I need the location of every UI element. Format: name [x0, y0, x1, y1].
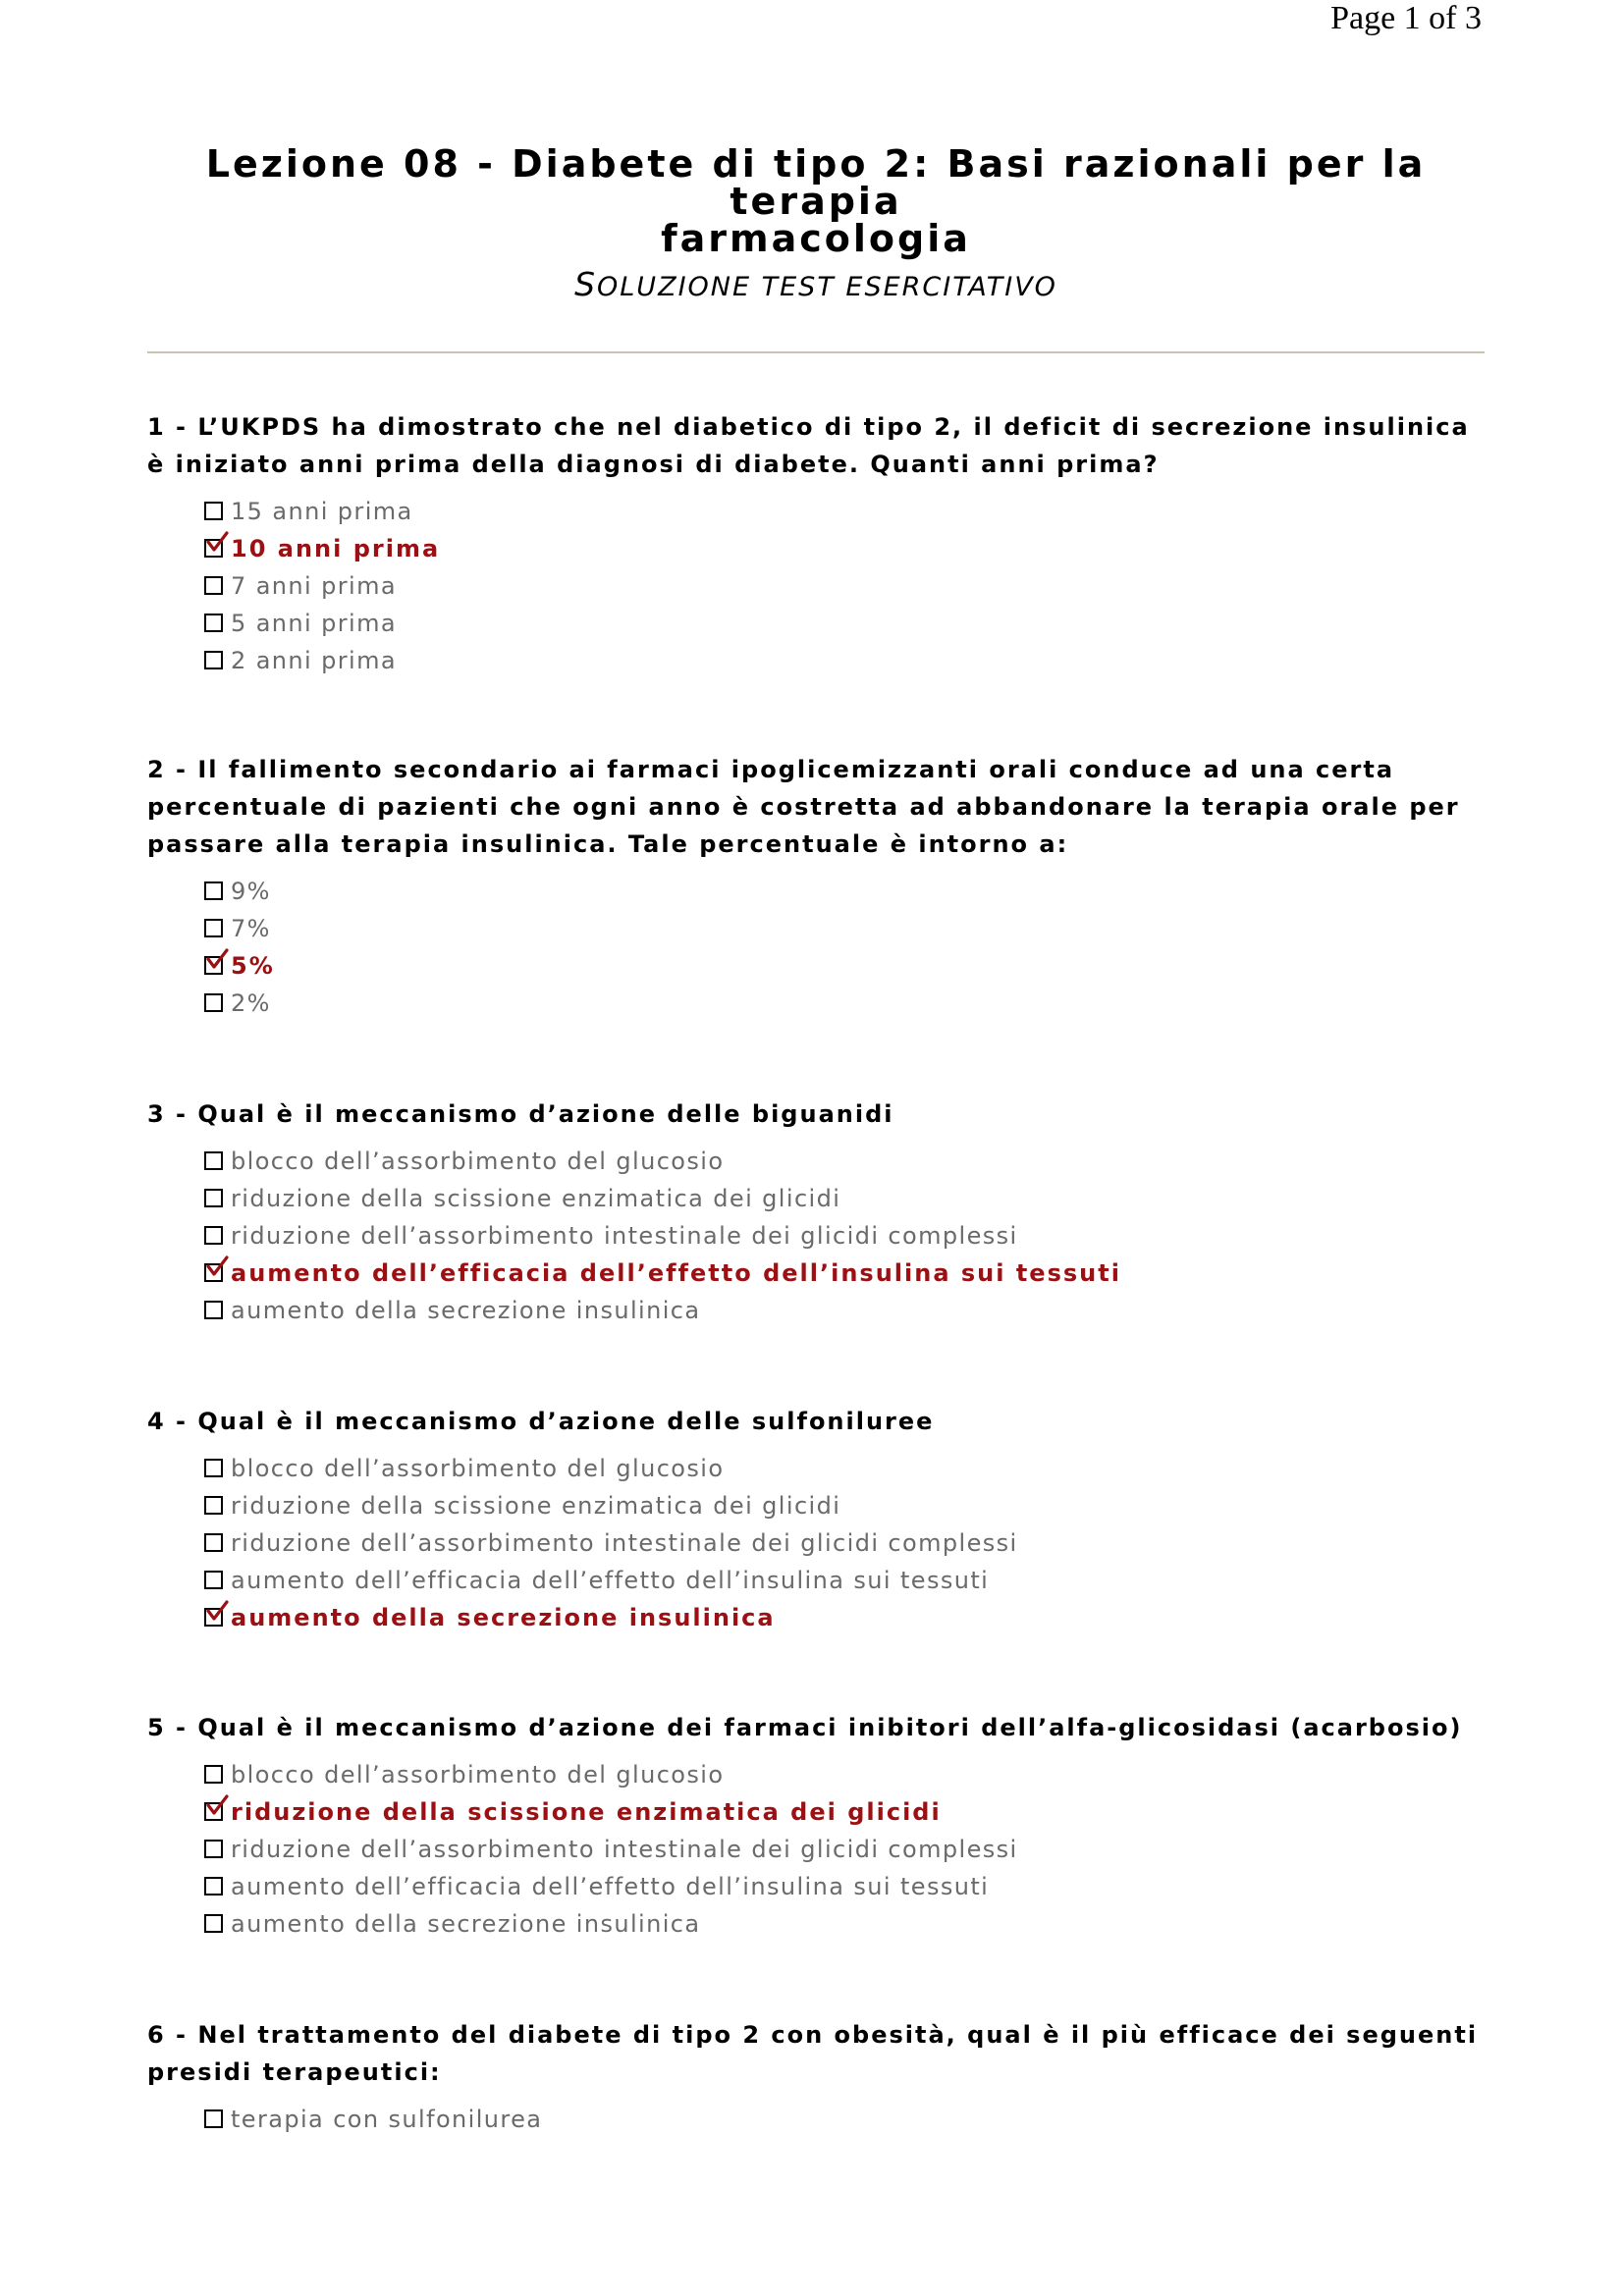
question-text: 1 - L’UKPDS ha dimostrato che nel diabetico di tipo 2, il deficit di secrezione insulinica è iniziato anni prima della diagnosi di diabete. Quanti anni prima?	[147, 413, 1470, 478]
answer-option-correct[interactable]	[204, 530, 1485, 567]
option-label: aumento della secrezione insulinica	[231, 1604, 776, 1631]
answer-option[interactable]	[204, 2101, 1485, 2138]
checkbox[interactable]	[204, 651, 223, 669]
answer-option-correct[interactable]	[204, 947, 1485, 985]
answer-option[interactable]	[204, 1143, 1485, 1180]
answer-option[interactable]	[204, 1180, 1485, 1217]
question-text: 6 - Nel trattamento del diabete di tipo 2 con obesità, qual è il più efficace dei seguenti presidi terapeutici:	[147, 2021, 1479, 2086]
subtitle-rest: OLUZIONE TEST ESERCITATIVO	[597, 272, 1057, 302]
option-label: 5 anni prima	[231, 610, 397, 637]
question-3	[147, 1095, 1485, 1329]
question-4	[147, 1403, 1485, 1636]
answer-option[interactable]	[204, 642, 1485, 679]
checkmark-icon	[205, 949, 229, 971]
page-number: Page 1 of 3	[1330, 0, 1482, 36]
option-label: 7 anni prima	[231, 572, 397, 600]
options-list	[147, 1756, 1485, 1943]
checked-checkbox[interactable]	[204, 1608, 223, 1627]
checkbox[interactable]	[204, 1301, 223, 1319]
checkbox[interactable]	[204, 1533, 223, 1552]
answer-option[interactable]	[204, 1562, 1485, 1599]
option-label: blocco dell’assorbimento del glucosio	[231, 1761, 725, 1789]
option-label: riduzione dell’assorbimento intestinale dei glicidi complessi	[231, 1836, 1018, 1863]
question-5	[147, 1709, 1485, 1943]
question-text: 5 - Qual è il meccanismo d’azione dei farmaci inibitori dell’alfa-glicosidasi (acarbosio)	[147, 1714, 1463, 1741]
option-label: blocco dell’assorbimento del glucosio	[231, 1455, 725, 1482]
checkbox[interactable]	[204, 1151, 223, 1170]
answer-option[interactable]	[204, 1292, 1485, 1329]
checkbox[interactable]	[204, 1840, 223, 1858]
option-label: riduzione dell’assorbimento intestinale dei glicidi complessi	[231, 1222, 1018, 1250]
question-text: 4 - Qual è il meccanismo d’azione delle sulfoniluree	[147, 1408, 935, 1435]
options-list	[147, 1143, 1485, 1329]
answer-option[interactable]	[204, 1868, 1485, 1905]
question-text: 2 - Il fallimento secondario ai farmaci ipoglicemizzanti orali conduce ad una certa percentuale di pazienti che ogni anno è costretta ad abbandonare la terapia orale per passare alla terapia insulinica. Tale percentuale è intorno a:	[147, 756, 1460, 858]
options-list	[147, 873, 1485, 1022]
checkbox[interactable]	[204, 881, 223, 900]
checkbox[interactable]	[204, 1877, 223, 1896]
checkbox[interactable]	[204, 614, 223, 632]
checked-checkbox[interactable]	[204, 956, 223, 975]
question-6	[147, 2016, 1485, 2138]
options-list	[147, 2101, 1485, 2138]
option-label: riduzione della scissione enzimatica dei glicidi	[231, 1492, 841, 1520]
answer-option[interactable]	[204, 873, 1485, 910]
answer-option[interactable]	[204, 1905, 1485, 1943]
checkmark-icon	[205, 1601, 229, 1623]
option-label: terapia con sulfonilurea	[231, 2106, 543, 2133]
checkbox[interactable]	[204, 1496, 223, 1515]
subtitle-initial: S	[574, 265, 598, 303]
options-list	[147, 1450, 1485, 1636]
option-label: riduzione della scissione enzimatica dei glicidi	[231, 1185, 841, 1212]
option-label: aumento dell’efficacia dell’effetto dell’insulina sui tessuti	[231, 1567, 990, 1594]
option-label: blocco dell’assorbimento del glucosio	[231, 1148, 725, 1175]
question-text: 3 - Qual è il meccanismo d’azione delle biguanidi	[147, 1100, 894, 1128]
checkmark-icon	[205, 1256, 229, 1278]
checked-checkbox[interactable]	[204, 539, 223, 558]
checkbox[interactable]	[204, 1459, 223, 1477]
option-label: 2 anni prima	[231, 647, 397, 674]
answer-option-correct[interactable]	[204, 1793, 1485, 1831]
answer-option[interactable]	[204, 985, 1485, 1022]
option-label: 15 anni prima	[231, 498, 413, 525]
page-subtitle	[147, 265, 1485, 303]
option-label: riduzione della scissione enzimatica dei glicidi	[231, 1798, 942, 1826]
checkmark-icon	[205, 1795, 229, 1817]
checkbox[interactable]	[204, 576, 223, 595]
answer-option[interactable]	[204, 1450, 1485, 1487]
answer-option[interactable]	[204, 1487, 1485, 1524]
answer-option[interactable]	[204, 910, 1485, 947]
title-line-1: Lezione 08 - Diabete di tipo 2: Basi razionali per la terapia	[205, 142, 1427, 223]
option-label: 9%	[231, 878, 271, 905]
question-2	[147, 751, 1485, 1022]
option-label: aumento della secrezione insulinica	[231, 1910, 701, 1938]
checkbox[interactable]	[204, 1189, 223, 1207]
checkbox[interactable]	[204, 993, 223, 1012]
answer-option[interactable]	[204, 493, 1485, 530]
checkbox[interactable]	[204, 919, 223, 937]
answer-option-correct[interactable]	[204, 1255, 1485, 1292]
option-label: 5%	[231, 952, 275, 980]
answer-option-correct[interactable]	[204, 1599, 1485, 1636]
checkbox[interactable]	[204, 1571, 223, 1589]
divider	[147, 351, 1485, 353]
answer-option[interactable]	[204, 1756, 1485, 1793]
checkbox[interactable]	[204, 502, 223, 520]
option-label: 10 anni prima	[231, 535, 441, 562]
option-label: 7%	[231, 915, 271, 942]
checkmark-icon	[205, 532, 229, 554]
answer-option[interactable]	[204, 1831, 1485, 1868]
question-1	[147, 408, 1485, 679]
answer-option[interactable]	[204, 567, 1485, 605]
checked-checkbox[interactable]	[204, 1263, 223, 1282]
option-label: aumento dell’efficacia dell’effetto dell’insulina sui tessuti	[231, 1259, 1121, 1287]
answer-option[interactable]	[204, 1217, 1485, 1255]
option-label: aumento dell’efficacia dell’effetto dell’insulina sui tessuti	[231, 1873, 990, 1900]
answer-option[interactable]	[204, 1524, 1485, 1562]
option-label: 2%	[231, 989, 271, 1017]
checkbox[interactable]	[204, 1765, 223, 1784]
options-list	[147, 493, 1485, 679]
checkbox[interactable]	[204, 2109, 223, 2128]
checkbox[interactable]	[204, 1914, 223, 1933]
option-label: aumento della secrezione insulinica	[231, 1297, 701, 1324]
checkbox[interactable]	[204, 1226, 223, 1245]
checked-checkbox[interactable]	[204, 1802, 223, 1821]
option-label: riduzione dell’assorbimento intestinale dei glicidi complessi	[231, 1529, 1018, 1557]
answer-option[interactable]	[204, 605, 1485, 642]
title-line-2: farmacologia	[661, 217, 971, 260]
page-title	[147, 142, 1485, 260]
